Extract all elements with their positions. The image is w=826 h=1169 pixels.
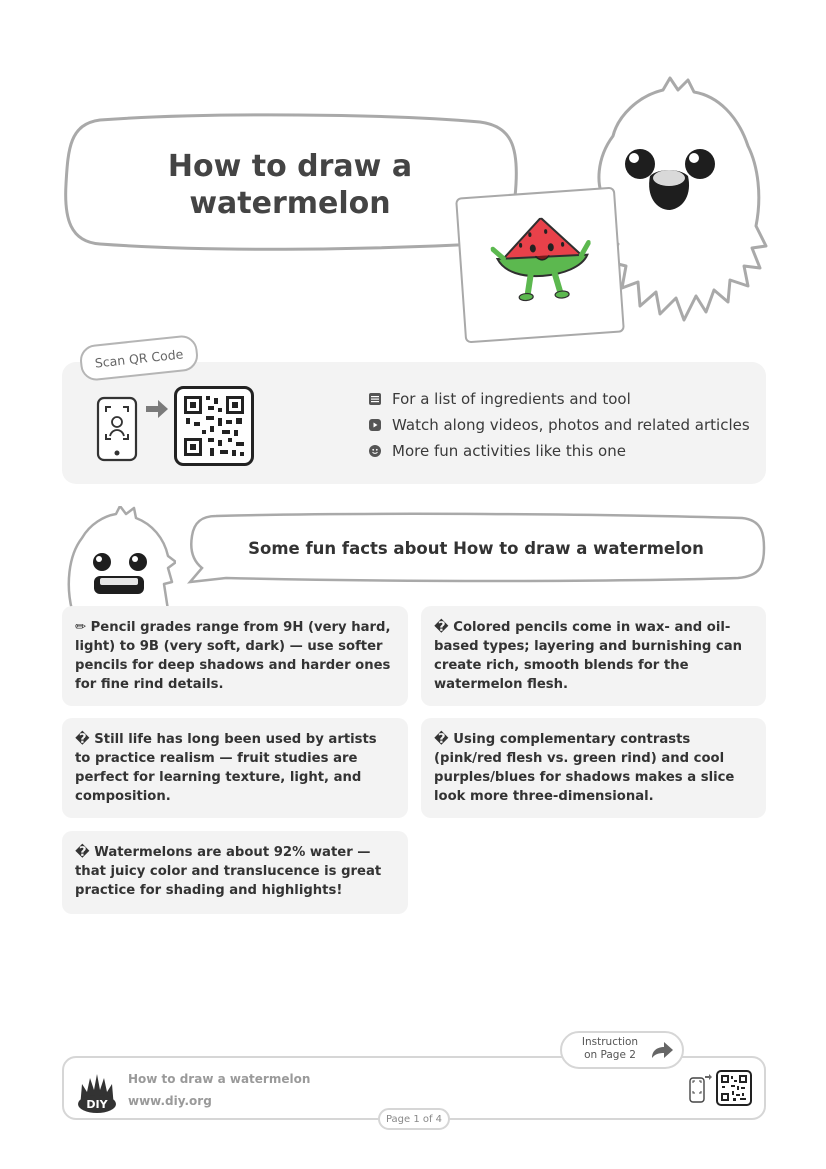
scan-qr-label: Scan QR Code	[78, 334, 199, 382]
list-item-text: More fun activities like this one	[392, 442, 626, 460]
fact-card: � Using complementary contrasts (pink/red flesh vs. green rind) and cool purples/blues for shadows makes a slice look more three-dimensional.	[421, 718, 766, 818]
list-item	[368, 438, 750, 464]
title-line-1: How to draw a	[167, 149, 413, 184]
footer-qr-code[interactable]	[716, 1070, 752, 1110]
footer-title: How to draw a watermelon	[128, 1072, 311, 1086]
fact-card: � Colored pencils come in wax- and oil-based types; layering and burnishing can create rich, smooth blends for the watermelon flesh.	[421, 606, 766, 706]
watermelon-illustration	[489, 214, 595, 317]
forward-arrow-icon[interactable]	[650, 1040, 674, 1064]
list-icon	[368, 392, 382, 406]
smiley-icon	[368, 444, 382, 458]
fact-card: ✏ Pencil grades range from 9H (very hard, light) to 9B (very soft, dark) — use softer pencils for deep shadows and harder ones for fine rind details.	[62, 606, 408, 706]
play-icon	[368, 418, 382, 432]
facts-heading: Some fun facts about How to draw a watermelon	[248, 538, 704, 558]
list-item-text: For a list of ingredients and tool	[392, 390, 631, 408]
yeti-mascot-small	[64, 506, 176, 614]
phone-scan-icon	[688, 1072, 712, 1108]
fact-card: � Watermelons are about 92% water — that juicy color and translucence is great practice for shading and highlights!	[62, 831, 408, 914]
illustration-card	[455, 187, 625, 344]
footer-url[interactable]: www.diy.org	[128, 1094, 212, 1108]
instruction-label	[572, 1036, 648, 1062]
title-line-2: watermelon	[189, 186, 391, 221]
page-indicator: Page 1 of 4	[378, 1108, 450, 1130]
qr-code[interactable]	[174, 386, 254, 470]
list-item-text: Watch along videos, photos and related articles	[392, 416, 750, 434]
list-item	[368, 386, 750, 412]
logo-text: DIY	[86, 1098, 108, 1111]
qr-benefits-list	[368, 386, 750, 464]
diy-logo[interactable]	[76, 1070, 118, 1118]
instruction-line-1: Instruction	[581, 1036, 639, 1048]
list-item	[368, 412, 750, 438]
phone-scan-icon	[96, 392, 176, 466]
page-title	[60, 148, 520, 222]
fact-card: � Still life has long been used by artists to practice realism — fruit studies are perfect for learning texture, light, and composition.	[62, 718, 408, 818]
instruction-line-2: on Page 2	[584, 1049, 636, 1061]
